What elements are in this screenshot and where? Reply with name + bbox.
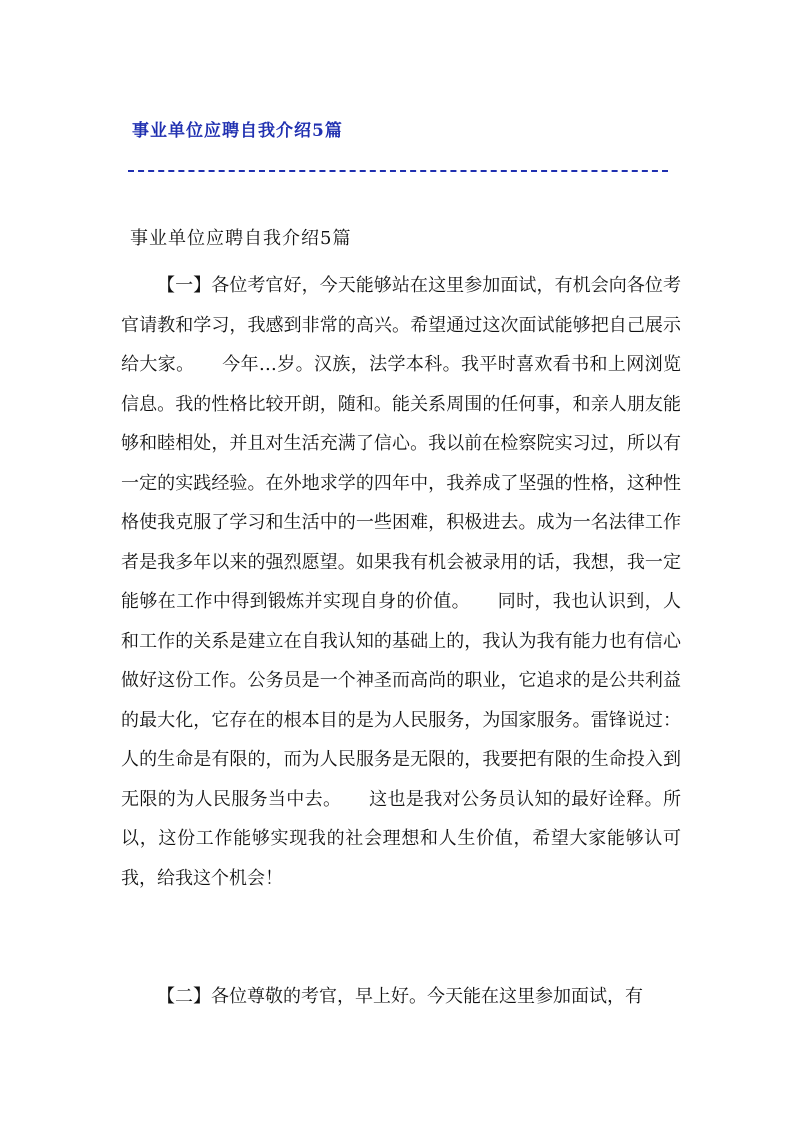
document-body <box>121 266 681 1017</box>
document-subtitle: 事业单位应聘自我介绍5篇 <box>130 228 352 249</box>
header-title: 事业单位应聘自我介绍5篇 <box>132 121 343 141</box>
paragraph-2: 【二】各位尊敬的考官，早上好。今天能在这里参加面试，有 <box>157 986 643 1007</box>
header-divider <box>128 170 668 172</box>
paragraph-1: 【一】各位考官好，今天能够站在这里参加面试，有机会向各位考官请教和学习，我感到非常的高兴。希望通过这次面试能够把自己展示给大家。 今年…岁。汉族，法学本科。我平时喜欢看书和上网浏览信息。我的性格比较开朗，随和。能关系周围的任何事，和亲人朋友能够和睦相处，并且对生活充满了信心。我以前在检察院实习过，所以有一定的实践经验。在外地求学的四年中，我养成了坚强的性格，这种性格使我克服了学习和生活中的一些困难，积极进去。成为一名法律工作者是我多年以来的强烈愿望。如果我有机会被录用的话，我想，我一定能够在工作中得到锻炼并实现自身的价值。 同时，我也认识到，人和工作的关系是建立在自我认知的基础上的，我认为我有能力也有信心做好这份工作。公务员是一个神圣而高尚的职业，它追求的是公共利益的最大化，它存在的根本目的是为人民服务，为国家服务。雷锋说过：人的生命是有限的，而为人民服务是无限的，我要把有限的生命投入到无限的为人民服务当中去。 这也是我对公务员认知的最好诠释。所以，这份工作能够实现我的社会理想和人生价值，希望大家能够认可我，给我这个机会！ <box>121 275 681 889</box>
